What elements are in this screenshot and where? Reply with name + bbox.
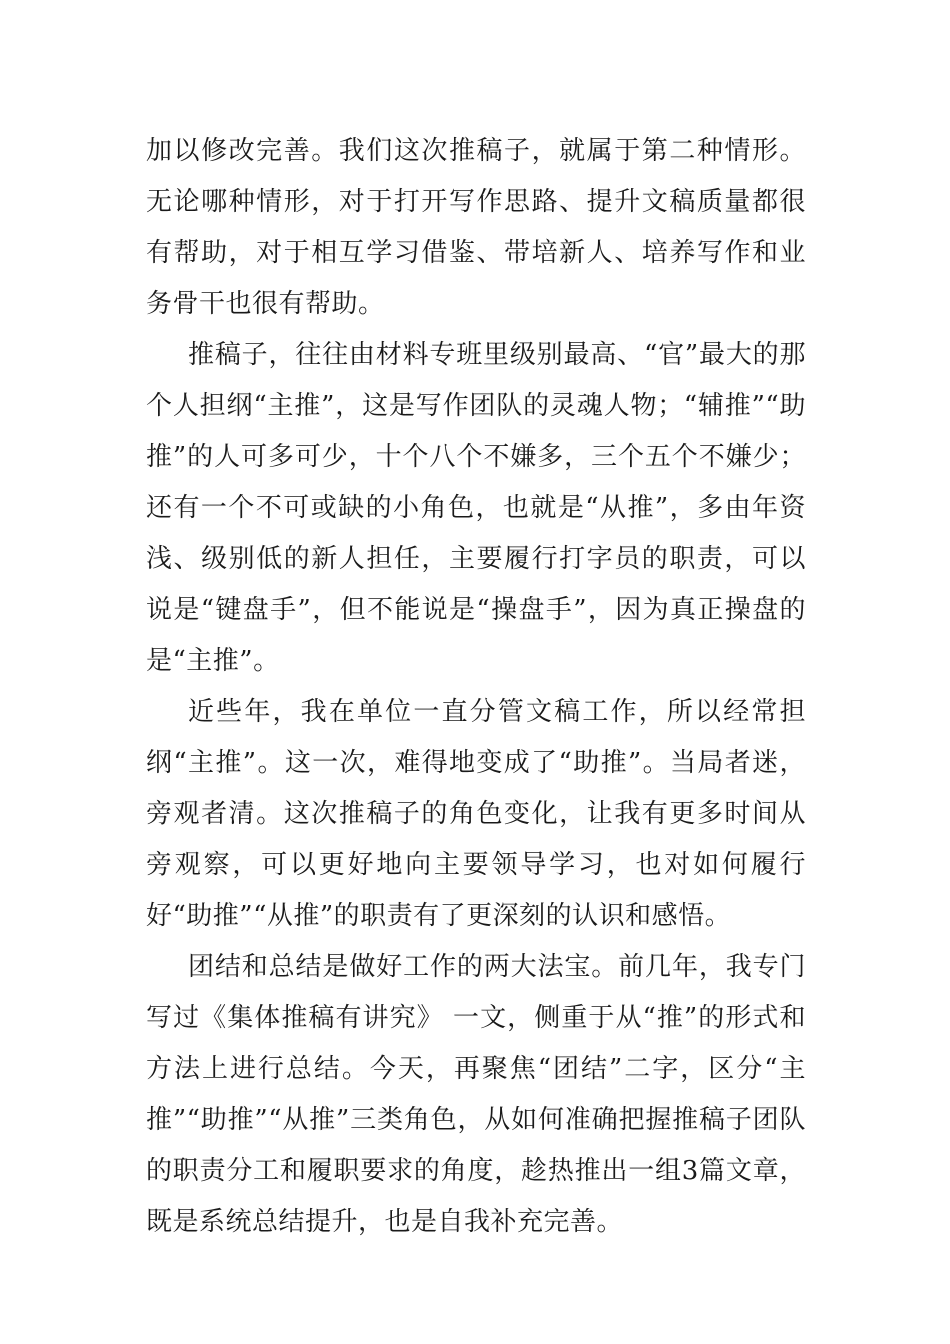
paragraph-summary: 团结和总结是做好工作的两大法宝。前几年，我专门写过《集体推稿有讲究》 一文，侧重于从“推”的形式和方法上进行总结。今天，再聚焦“团结”二字，区分“主推”“助推”“从推”三类角色，从如何准确把握推稿子团队的职责分工和履职要求的角度，趁热推出一组3篇文章，既是系统总结提升，也是自我补充完善。 (146, 952, 806, 1237)
document-body (146, 126, 806, 1248)
paragraph-experience: 近些年，我在单位一直分管文稿工作，所以经常担纲“主推”。这一次，难得地变成了“助推”。当局者迷，旁观者清。这次推稿子的角色变化，让我有更多时间从旁观察，可以更好地向主要领导学习，也对如何履行好“助推”“从推”的职责有了更深刻的认识和感悟。 (146, 697, 806, 931)
paragraph-roles: 推稿子，往往由材料专班里级别最高、“官”最大的那个人担纲“主推”，这是写作团队的灵魂人物；“辅推”“助推”的人可多可少，十个八个不嫌多，三个五个不嫌少；还有一个不可或缺的小角色，也就是“从推”，多由年资浅、级别低的新人担任，主要履行打字员的职责，可以说是“键盘手”，但不能说是“操盘手”，因为真正操盘的是“主推”。 (146, 340, 806, 676)
paragraph-continuation: 加以修改完善。我们这次推稿子，就属于第二种情形。无论哪种情形，对于打开写作思路、提升文稿质量都很有帮助，对于相互学习借鉴、带培新人、培养写作和业务骨干也很有帮助。 (146, 136, 806, 319)
